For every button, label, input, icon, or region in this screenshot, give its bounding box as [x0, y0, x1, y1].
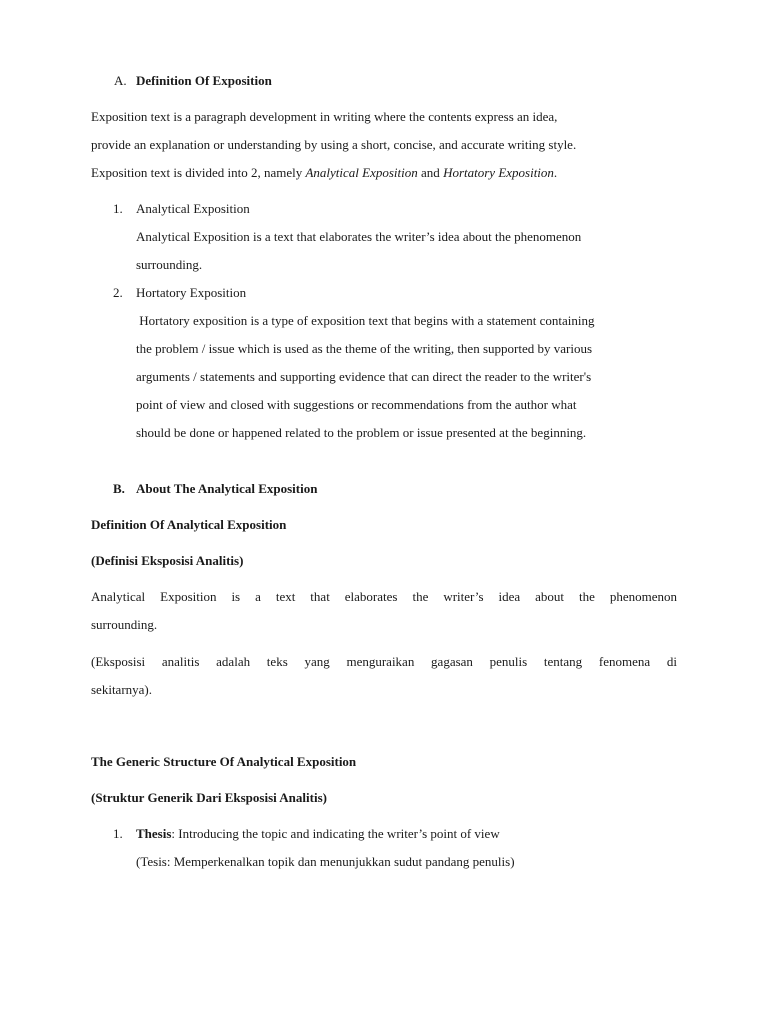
- list-item-title: Analytical Exposition: [136, 201, 250, 216]
- list-item-text: point of view and closed with suggestions or recommendations from the author what: [136, 397, 577, 412]
- definition-en-line-2: surrounding.: [91, 617, 158, 632]
- structure-heading-translation: (Struktur Generik Dari Eksposisi Analitis): [91, 790, 327, 805]
- list-item-number: 1.: [113, 201, 123, 216]
- structure-heading: The Generic Structure Of Analytical Exposition: [91, 754, 357, 769]
- list-item-text: arguments / statements and supporting evidence that can direct the reader to the writer's: [136, 369, 592, 384]
- intro-line-3: Exposition text is divided into 2, namely Analytical Exposition and Hortatory Exposition.: [91, 165, 558, 180]
- definition-en-line-1: Analytical Exposition is a text that elaborates the writer’s idea about the phenomenon: [91, 589, 677, 604]
- section-b-heading: About The Analytical Exposition: [136, 481, 318, 496]
- thesis-term: Thesis: [136, 826, 172, 841]
- definition-heading-translation: (Definisi Eksposisi Analitis): [91, 553, 244, 568]
- hortatory-exposition-term: Hortatory Exposition: [443, 165, 554, 180]
- definition-id-line-1: (Eksposisi analitis adalah teks yang menguraikan gagasan penulis tentang fenomena di: [91, 654, 677, 669]
- list-item-text: the problem / issue which is used as the theme of the writing, then supported by various: [136, 341, 592, 356]
- list-item-text: surrounding.: [136, 257, 203, 272]
- list-item-title: Hortatory Exposition: [136, 285, 247, 300]
- definition-heading: Definition Of Analytical Exposition: [91, 517, 287, 532]
- definition-id-line-2: sekitarnya).: [91, 682, 153, 697]
- section-a-letter: A.: [114, 73, 127, 88]
- list-item-number: 1.: [113, 826, 123, 841]
- analytical-exposition-term: Analytical Exposition: [305, 165, 418, 180]
- section-b-letter: B.: [113, 481, 125, 496]
- list-item-number: 2.: [113, 285, 123, 300]
- list-item-text: Analytical Exposition is a text that elaborates the writer’s idea about the phenomenon: [136, 229, 582, 244]
- thesis-translation: (Tesis: Memperkenalkan topik dan menunjukkan sudut pandang penulis): [136, 854, 515, 869]
- thesis-description: : Introducing the topic and indicating the writer’s point of view: [171, 826, 500, 841]
- intro-line-2: provide an explanation or understanding by using a short, concise, and accurate writing style.: [91, 137, 577, 152]
- list-item-text: Hortatory exposition is a type of exposition text that begins with a statement containing: [136, 313, 595, 328]
- section-a-heading: Definition Of Exposition: [136, 73, 272, 88]
- structure-item: [136, 826, 500, 842]
- intro-line-1: Exposition text is a paragraph development in writing where the contents express an idea,: [91, 109, 558, 124]
- list-item-text: should be done or happened related to the problem or issue presented at the beginning.: [136, 425, 587, 440]
